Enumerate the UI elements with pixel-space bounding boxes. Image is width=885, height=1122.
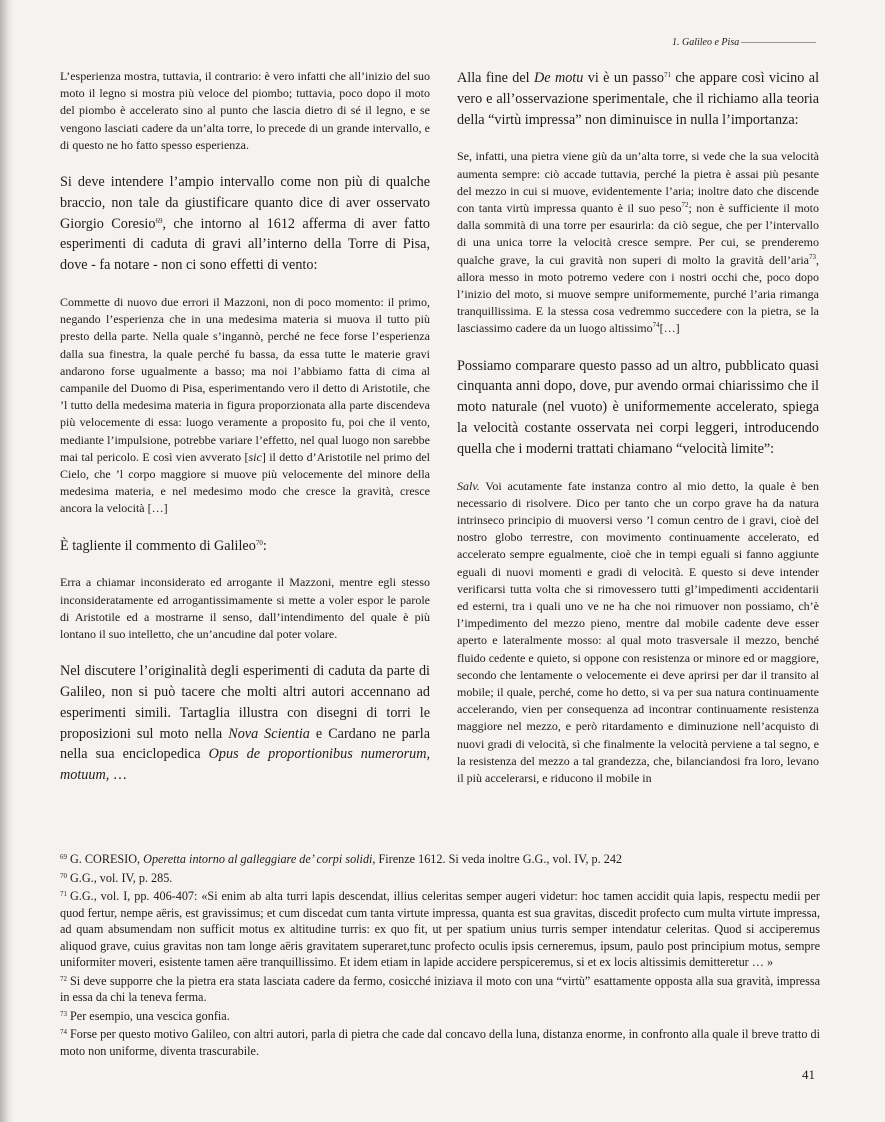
footnote-70: $^{70}$ G.G., vol. IV, p. 285. (60, 870, 173, 885)
right-column (457, 68, 819, 787)
body-paragraph: Si deve intendere l’ampio intervallo come non più di qualche braccio, non tale da giustificare quanto dice di aver osservato Giorgio Coresio$^{69}$, che intorno al 1612 afferma di aver fatto esperimenti di caduta di gravi all’interno della Torre di Pisa, dove - fa notare - non ci sono effetti di vento: (60, 174, 431, 274)
footnote-ref[interactable]: 73 (809, 252, 816, 261)
footnote-72: $^{72}$ Si deve supporre che la pietra era stata lasciata cadere da fermo, cosicché iniziava il moto con una “virtù” esattamente opposta alla sua gravità, impressa in essa da chi la teneva ferma. (60, 973, 820, 1004)
page-number: 41 (802, 1067, 815, 1082)
quote-paragraph: Commette di nuovo due errori il Mazzoni, non di poco momento: il primo, negando l’esperienza che in una medesima materia si muova il tutto più presto della parte. Nella quale s’ingannò, perché ne fece forse l’esperienza dalla sua finestra, la quale perché fu bassa, da essa tutte le materie gravi andarono forse ugualmente a basso; ma noi l’abbiamo fatta di cima al campanile del Duomo di Pisa, esperimentando vero il detto di Aristotile, che ’l tutto della medesima materia in figura proporzionata alla parte discendeva più velocemente di essa: luogo veramente a proposito fu, poi che il vento, mediante l’impulsione, potrebbe variare l’effetto, nel qual luogo non sarebbe mai tal pericolo. E così vien avverato [sic] il detto d’Aristotile nel primo del Cielo, che ’l corpo maggiore si muove più velocemente del minore della medesima materia, e nel medesimo modo che cresce la gravità, cresce ancora la velocità […] (60, 295, 431, 516)
footnote-73: $^{73}$ Per esempio, una vescica gonfia. (60, 1008, 230, 1023)
footnote-71: $^{71}$ G.G., vol. I, pp. 406-407: «Si enim ab alta turri lapis descendat, illius celeritas semper augeri videtur: hoc tamen accidit quia lapis, respectu medii per quod fertur, nempe aëris, est gravissimus; et cum discedat cum tanta virtute impressa, quanta est sua gravitas, discedit profecto cum multa virtute impressa, ad quam absumendam non sufficit motus ex altitudine turris: ex quo fit, ut per spatium unius turris semper intendatur celeritas. Quod si acciperemus aliquod grave, cuius gravitas non tam longe aëris gravitatem superaret,tunc profecto oculis ipsis cerneremus, ipsum, paulo post principium motus, sempre uniformiter moveri, esistente tamen aëre tranquillissimo. Et idem etiam in lapide accidere perspiceremus, si et ex locis altissimis demitteretur … » (60, 889, 820, 969)
left-column (60, 68, 430, 786)
running-head-rule (741, 42, 816, 43)
quote-paragraph: Erra a chiamar inconsiderato ed arrogante il Mazzoni, mentre egli stesso inconsideratamente ed arrogantissimamente si mette a voler espor le parole di Aristotile ed a mostrarne il senso, dall’intendimento del quale è più lontano il suo intelletto, che un’ancudine dal poter volare. (60, 575, 430, 642)
quote-paragraph: L’esperienza mostra, tuttavia, il contrario: è vero infatti che all’inizio del suo moto il legno si mostra più veloce del piombo; tuttavia, poco dopo il moto del piombo è accelerato sino al punto che lascia dietro di sé il legno, e se vengono lasciati cadere da un’alta torre, lo precede di un grande intervallo, e di questo ne ho fatto spesso esperienza. (60, 69, 430, 152)
body-paragraph: Nel discutere l’originalità degli esperimenti di caduta da parte di Galileo, non si può tacere che molti altri autori accennano ad esperimenti simili. Tartaglia illustra con disegni di torri le proposizioni sul moto nella Nova Scientia e Cardano ne parla nella sua enciclopedica Opus de proportionibus numerorum, motuum, … (60, 663, 430, 784)
footnote-69: $^{69}$ G. CORESIO, Operetta intorno al galleggiare de’ corpi solidi, Firenze 1612. Si veda inoltre G.G., vol. IV, p. 242 (60, 852, 623, 866)
footnote-ref[interactable]: 74 (652, 321, 660, 330)
quote-paragraph: Salv. Voi acutamente fate instanza contro al mio detto, la quale è ben necessario di risolvere. Dico per tanto che un corpo grave ha da natura intrinseco principio di muoversi verso ’l comun centro de i gravi, cioè del nostro globo terrestre, con movimento continuamente accelerato, ed accelerato sempre egualmente, cioè che in tempi eguali si fanno aggiunte eguali di nuovi momenti e gradi di velocità. E questo si deve intender verificarsi tutta volta che si rimovessero tutti gl’impedimenti accidentarii ed esterni, tra i quali uno ve ne ha che noi rimuover non possiamo, ch’è l’impedimento del mezzo pieno, mentre dal mobile cadente deve esser aperto e lateralmente mosso: al qual moto trasversale il mezzo, benché fluido cedente e quieto, si oppone con resistenza or minore ed or maggiore, secondo che lentamente o velocemente ei deve aprirsi per dar il transito al mobile; il quale, perché, come ho detto, si va per sua natura continuamente accelerando, vien per consequenza ad incontrar continuamente resistenza maggiore nel mezzo, e però ritardamento e diminuzione nell’acquisto di nuovi gradi di velocità, sì che finalmente la velocità perviene a tal segno, e la resistenza del mezzo a tal grandezza, che, bilanciandosi fra loro, levano il più accelerarsi, e riducono il mobile in (457, 478, 819, 786)
body-paragraph: È tagliente il commento di Galileo$^{70}$: (60, 537, 267, 554)
body-paragraph: Possiamo comparare questo passo ad un altro, pubblicato quasi cinquanta anni dopo, dove, pur avendo ormai chiarissimo che il moto naturale (nel vuoto) è uniformemente accelerato, spiega la velocità costante osservata nei corpi leggeri, introducendo quella che i moderni trattati chiamano “velocità limite”: (457, 357, 819, 457)
body-paragraph: Alla fine del De motu vi è un passo$^{71}$ che appare così vicino al vero e all’osservazione sperimentale, che il richiamo alla teoria della “virtù impressa” non diminuisce in nulla l’importanza: (457, 70, 820, 128)
running-head: 1. Galileo e Pisa (672, 37, 816, 48)
footnote-ref[interactable]: 71 (663, 71, 671, 79)
page-gutter-shadow (0, 0, 14, 1122)
footnotes (60, 849, 820, 1059)
footnote-ref[interactable]: 72 (681, 201, 689, 209)
quote-paragraph: Se, infatti, una pietra viene giù da un’alta torre, si vede che la sua velocità aumenta sempre: ciò accade tuttavia, perché la pietra è assai più pesante del mezzo in cui si muove, evidentemente l’aria; inoltre dato che discende con tanta virtù impressa quanto è il suo peso$^{72}$; non è sufficiente il moto dalla sommità di una torre per esaurirla: da ciò segue, che per l’intervallo di una unica torre la velocità cresce sempre. Per cui, se prenderemo qualche grave, la cui gravità non superi di molto la gravità dell’aria$^{73}$, allora messo in moto potremo vedere con i nostri occhi che, poco dopo l’inizio del moto, si muove sempre uniformemente, purché l’aria rimanga tranquillissima. E la stessa cosa vedremmo succedere con la pietra, se la lasciassimo cadere da un luogo altissimo$^{74}$[…] (457, 149, 819, 336)
footnote-ref[interactable]: 70 (255, 538, 263, 547)
footnote-74: $^{74}$ Forse per questo motivo Galileo, con altri autori, parla di pietra che cade dal concavo della luna, distanza enorme, in confronto alla quale il breve tratto di moto non uniforme, diventa trascurabile. (60, 1027, 820, 1058)
footnote-ref[interactable]: 69 (155, 216, 163, 225)
